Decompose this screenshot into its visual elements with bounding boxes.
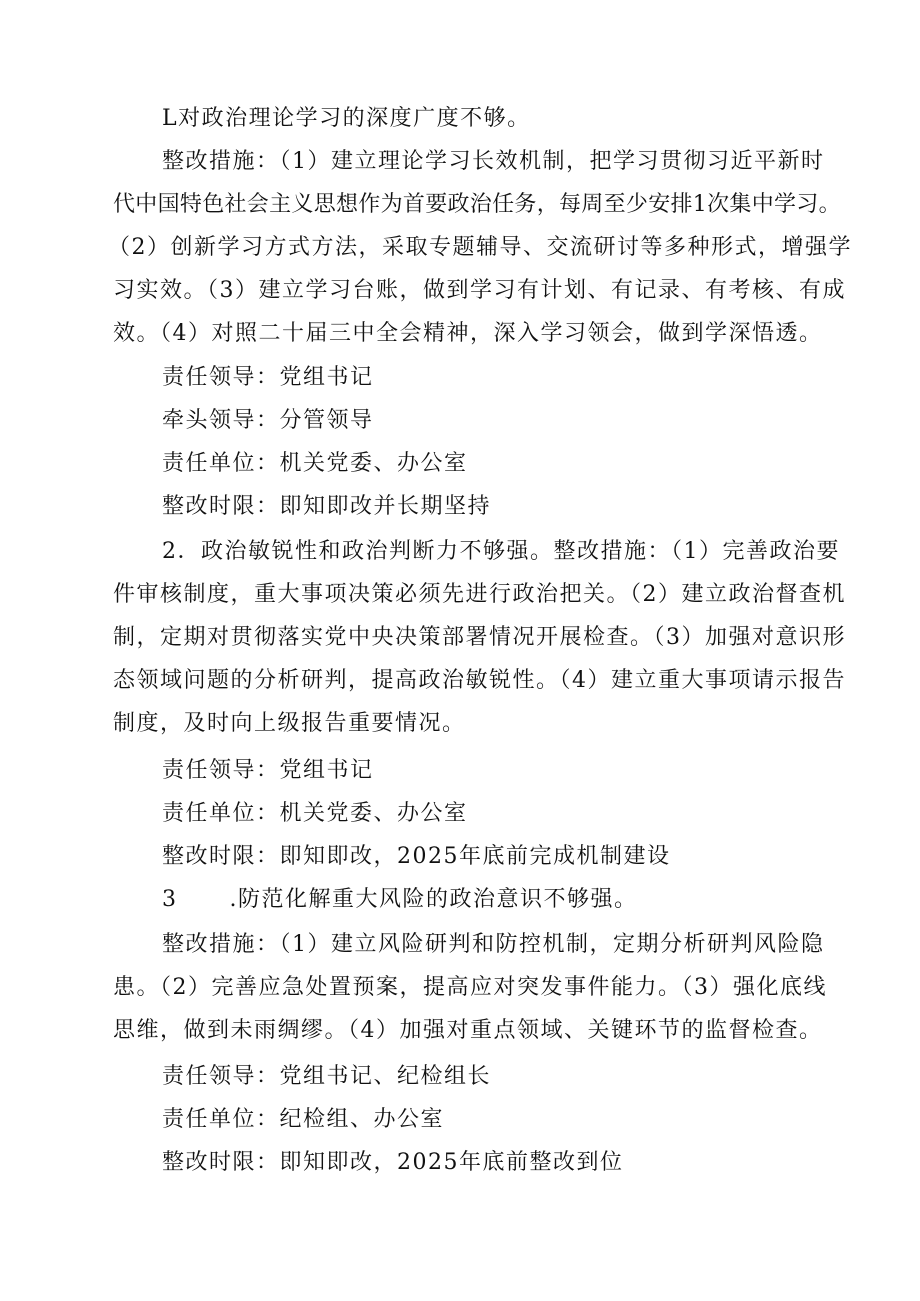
section2-text-line-4: 态领域问题的分析研判，提高政治敏锐性。（4）建立重大事项请示报告 [113,668,846,693]
section2-responsible-unit: 责任单位：机关党委、办公室 [162,801,468,826]
section1-measures-line-2: 代中国特色社会主义思想作为首要政治任务，每周至少安排1次集中学习。 [113,192,841,217]
section2-text-line-1: 2．政治敏锐性和政治判断力不够强。整改措施：（1）完善政治要 [162,539,840,564]
section3-measures-line-1: 整改措施：（1）建立风险研判和防控机制，定期分析研判风险隐 [162,932,825,957]
section1-measures-line-5: 效。（4）对照二十届三中全会精神，深入学习领会，做到学深悟透。 [113,321,823,346]
section2-text-line-2: 件审核制度，重大事项决策必须先进行政治把关。（2）建立政治督查机 [113,582,846,607]
section1-responsible-unit: 责任单位：机关党委、办公室 [162,451,468,476]
section2-responsible-leader: 责任领导：党组书记 [162,758,374,783]
section1-deadline: 整改时限：即知即改并长期坚持 [162,494,492,519]
section1-lead-leader: 牵头领导：分管领导 [162,408,374,433]
section2-text-line-5: 制度，及时向上级报告重要情况。 [113,711,466,736]
section3-number: 3 [162,887,178,912]
section3-heading [162,885,638,915]
section1-responsible-leader: 责任领导：党组书记 [162,365,374,390]
section3-title: .防范化解重大风险的政治意识不够强。 [229,887,638,912]
section1-measures-line-1: 整改措施：（1）建立理论学习长效机制，把学习贯彻习近平新时 [162,149,825,174]
section3-responsible-unit: 责任单位：纪检组、办公室 [162,1107,445,1132]
section2-text-line-3: 制，定期对贯彻落实党中央决策部署情况开展检查。（3）加强对意识形 [113,625,846,650]
section1-measures-line-3: （2）创新学习方式方法，采取专题辅导、交流研讨等多种形式，增强学 [108,235,852,260]
section3-measures-line-3: 思维，做到未雨绸缪。（4）加强对重点领域、关键环节的监督检查。 [113,1018,823,1043]
section3-deadline: 整改时限：即知即改，2025年底前整改到位 [162,1150,624,1175]
section1-measures-line-4: 习实效。（3）建立学习台账，做到学习有计划、有记录、有考核、有成 [113,278,846,303]
section2-deadline: 整改时限：即知即改，2025年底前完成机制建设 [162,844,671,869]
section3-responsible-leader: 责任领导：党组书记、纪检组长 [162,1064,492,1089]
section3-measures-line-2: 患。（2）完善应急处置预案，提高应对突发事件能力。（3）强化底线 [113,975,827,1000]
section1-title: L对政治理论学习的深度广度不够。 [162,106,531,131]
